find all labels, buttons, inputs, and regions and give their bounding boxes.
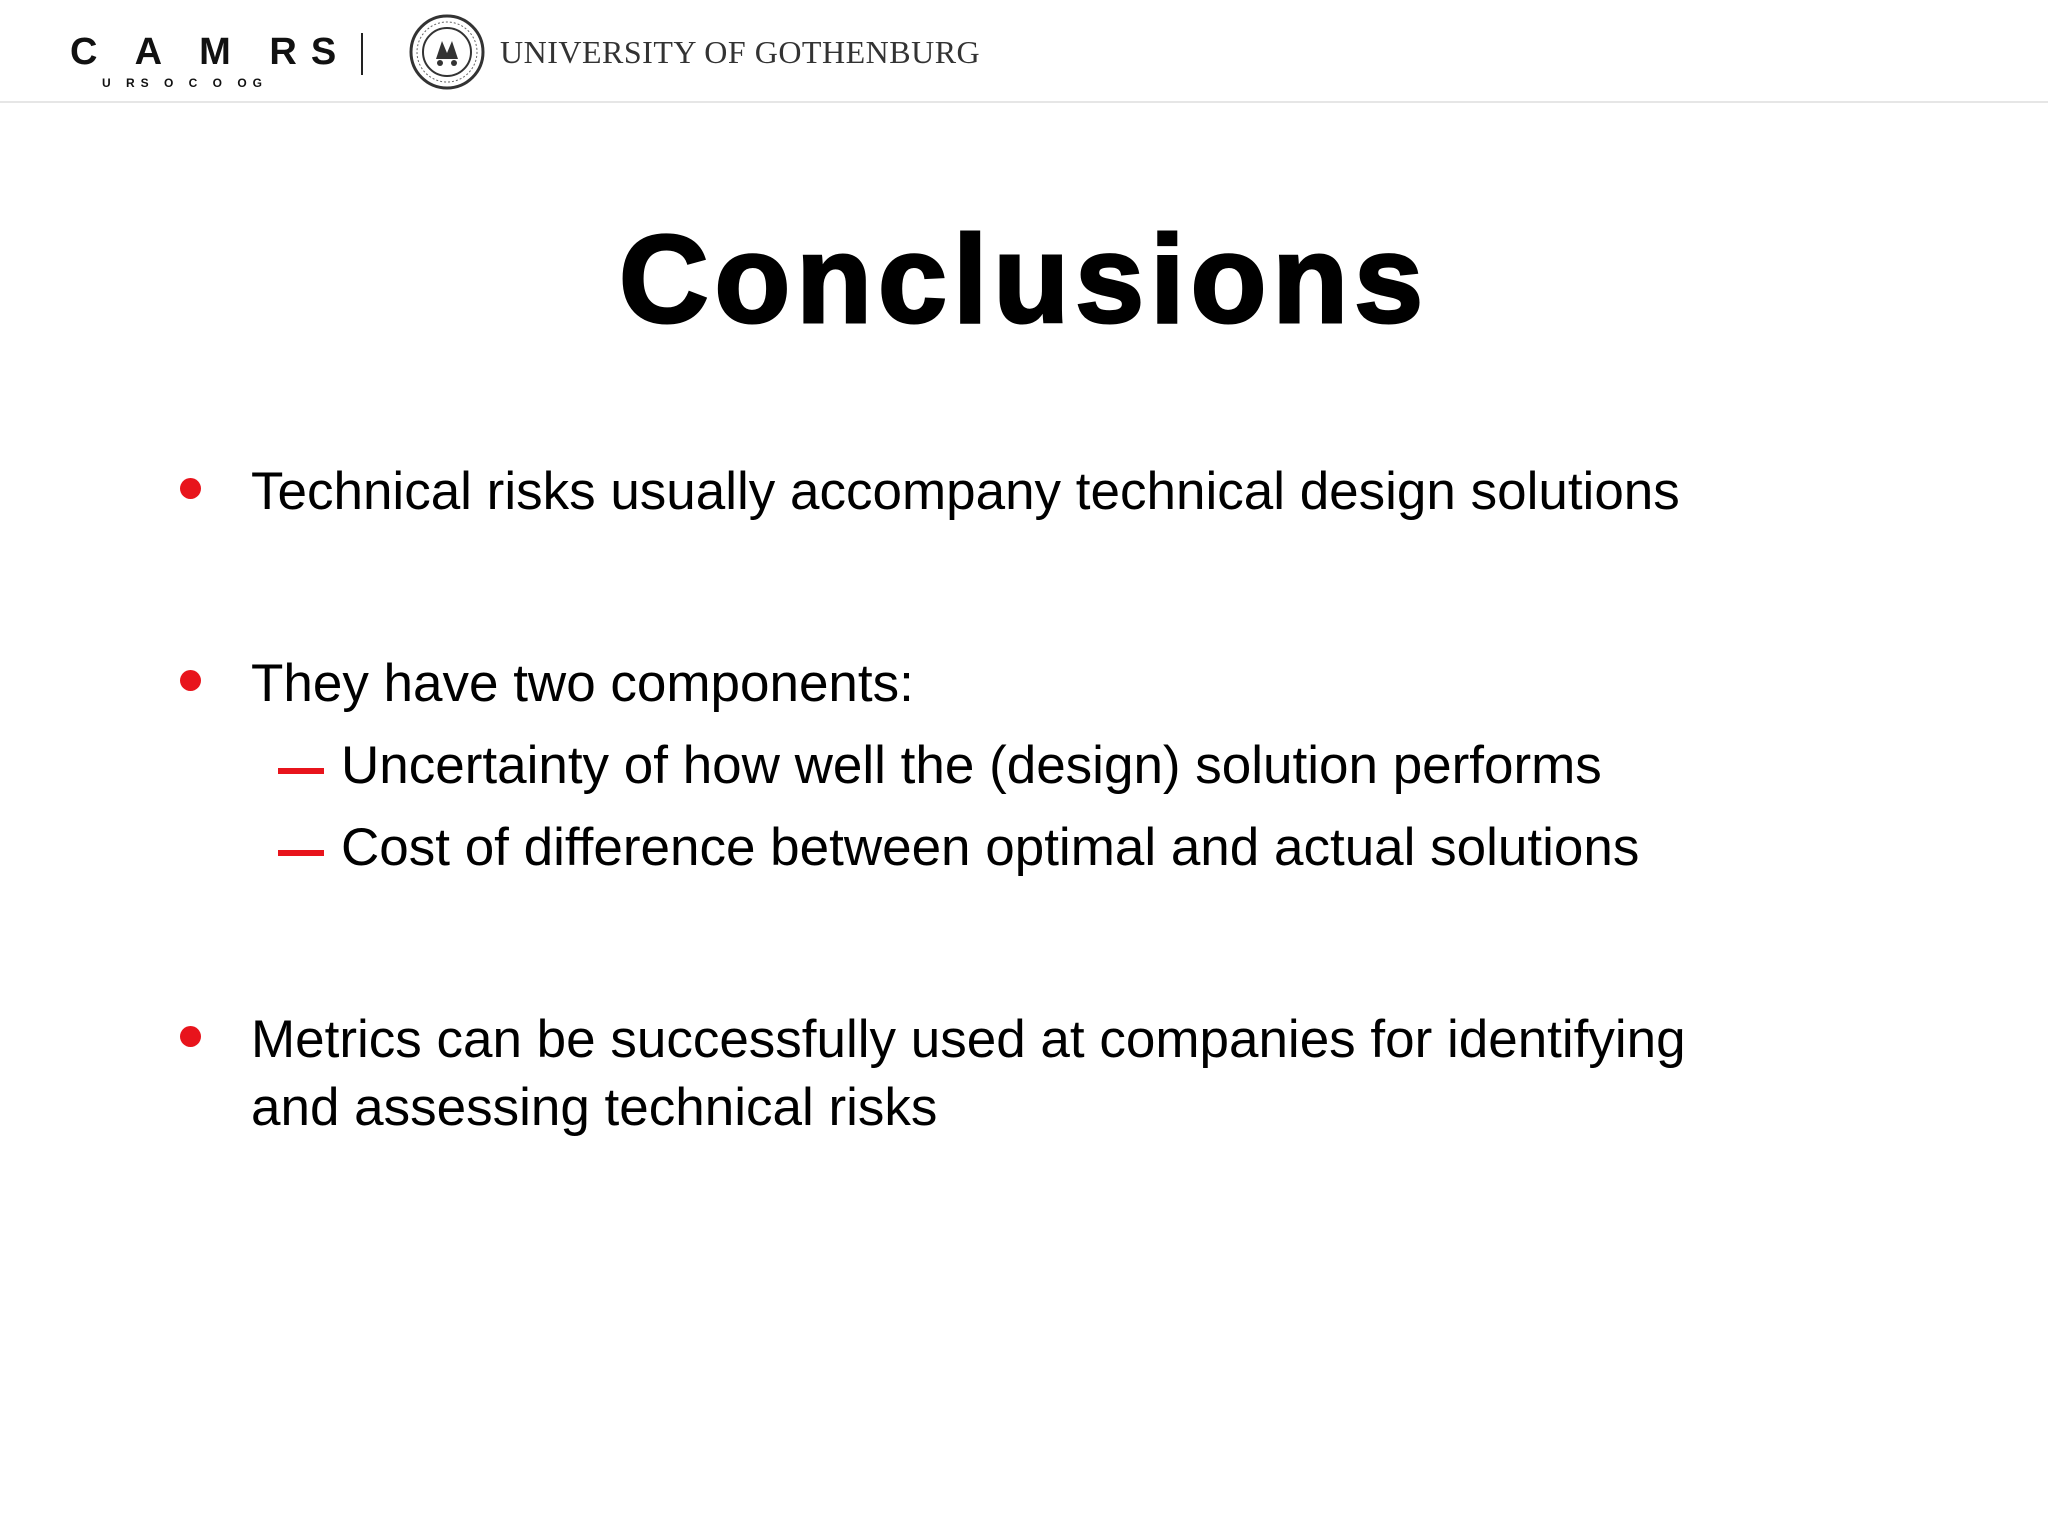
bullet-item-line: Metrics can be successfully used at companies for identifying bbox=[251, 1010, 1686, 1069]
bullet-marker bbox=[180, 670, 201, 691]
sub-bullet-dash bbox=[278, 768, 324, 774]
university-name: UNIVERSITY OF GOTHENBURG bbox=[500, 34, 981, 70]
sub-bullet-dash bbox=[278, 850, 324, 856]
bullet-marker bbox=[180, 478, 201, 499]
sub-bullet-item: Cost of difference between optimal and actual solutions bbox=[341, 818, 1640, 877]
sub-bullet-item: Uncertainty of how well the (design) solution performs bbox=[341, 736, 1602, 795]
slide-title: Conclusions bbox=[618, 211, 1430, 349]
bullet-item: Technical risks usually accompany technical design solutions bbox=[251, 462, 1680, 521]
chalmers-wordmark: C A M RS bbox=[70, 31, 351, 73]
bullet-item: They have two components: bbox=[251, 654, 914, 713]
chalmers-tagline: U RS O C O OG bbox=[102, 76, 269, 90]
bullet-item-line: and assessing technical risks bbox=[251, 1078, 938, 1137]
bullet-marker bbox=[180, 1026, 201, 1047]
